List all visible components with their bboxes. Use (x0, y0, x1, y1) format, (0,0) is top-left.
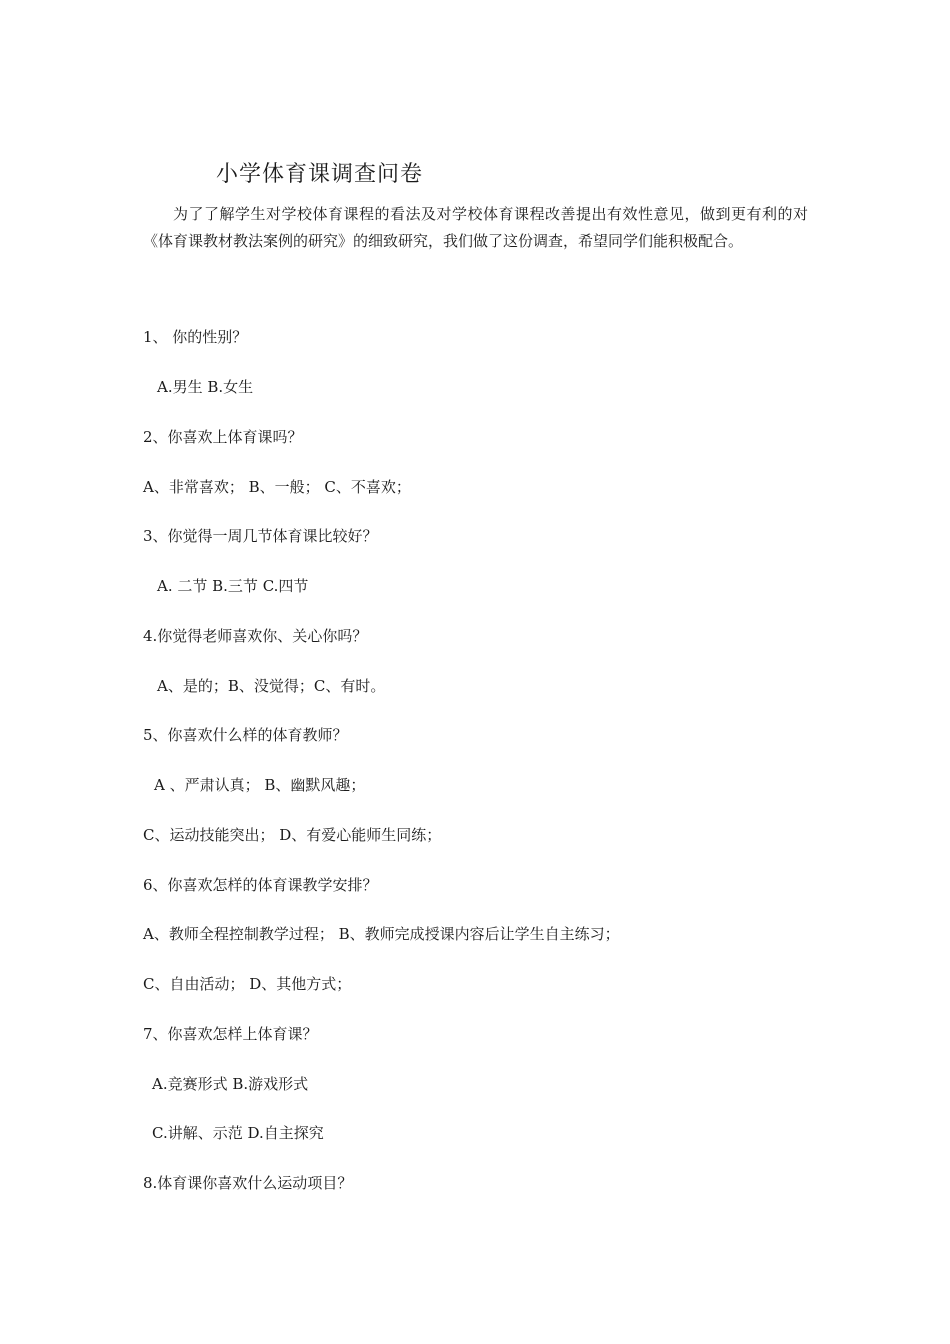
question-6-options-ab: A、教师全程控制教学过程； B、教师完成授课内容后让学生自主练习； (143, 925, 620, 943)
question-3-options: A. 二节 B.三节 C.四节 (157, 577, 309, 595)
question-4-options: A、是的；B、没觉得；C、有时。 (157, 677, 386, 695)
question-5-options-ab: A 、严肃认真； B、幽默风趣； (154, 776, 366, 794)
question-5: 5、你喜欢什么样的体育教师？ (143, 726, 348, 744)
question-7: 7、你喜欢怎样上体育课？ (143, 1025, 318, 1043)
question-2-options: A、非常喜欢； B、一般； C、不喜欢； (143, 478, 411, 496)
page-title: 小学体育课调查问卷 (216, 162, 424, 187)
intro-paragraph: 为了了解学生对学校体育课程的看法及对学校体育课程改善提出有效性意见，做到更有利的对《体育课教材教法案例的研究》的细致研究，我们做了这份调查，希望同学们能积极配合。 (143, 205, 808, 250)
question-2: 2、你喜欢上体育课吗？ (143, 428, 303, 446)
question-1-options: A.男生 B.女生 (157, 378, 254, 396)
question-4: 4.你觉得老师喜欢你、关心你吗？ (143, 627, 368, 645)
question-7-options-cd: C.讲解、示范 D.自主探究 (152, 1124, 324, 1142)
question-5-options-cd: C、运动技能突出； D、有爱心能师生同练； (143, 826, 442, 844)
question-6: 6、你喜欢怎样的体育课教学安排？ (143, 876, 378, 894)
question-7-options-ab: A.竞赛形式 B.游戏形式 (152, 1075, 309, 1093)
question-8: 8.体育课你喜欢什么运动项目？ (143, 1174, 353, 1192)
question-3: 3、你觉得一周几节体育课比较好？ (143, 527, 378, 545)
question-1: 1、 你的性别？ (143, 328, 248, 346)
question-6-options-cd: C、自由活动； D、其他方式； (143, 975, 352, 993)
